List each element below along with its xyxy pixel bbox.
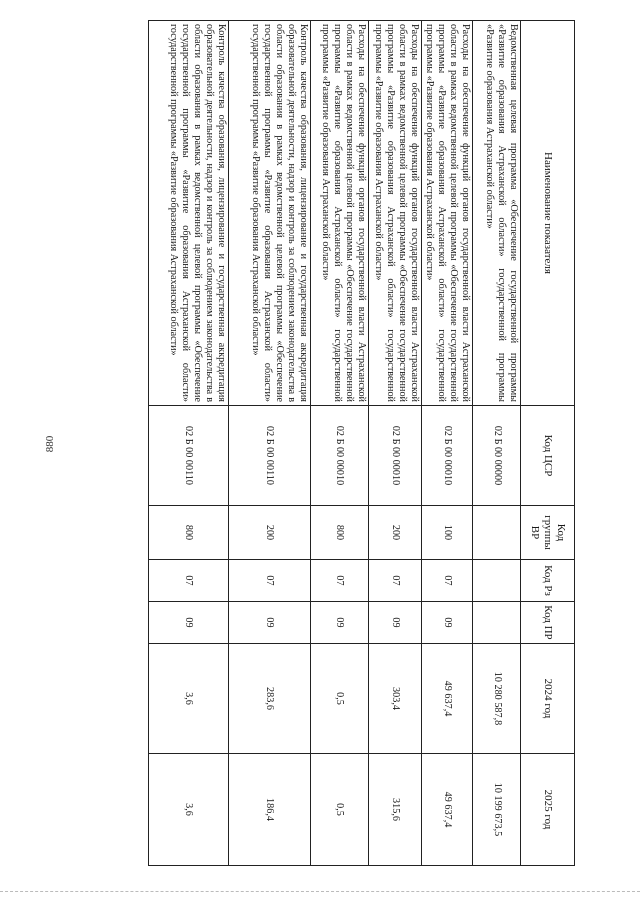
- row-2025: 315,6: [368, 754, 421, 866]
- header-rz: Код Рз: [521, 560, 575, 602]
- row-rz: 07: [310, 560, 368, 602]
- header-vr: Код группы ВР: [521, 506, 575, 560]
- row-csr: 02 Б 00 00010: [421, 406, 472, 506]
- table-header-row: [521, 21, 575, 866]
- row-2025: 3,6: [148, 754, 228, 866]
- row-2024: 303,4: [368, 644, 421, 754]
- row-name: Расходы на обеспечение функций органов государственной власти Астраханской области в рамках ведомственной целевой программы «Обеспечение государственной программы «Развитие образования Астраханской области» государственной программы «Развитие образования Астраханской области»: [368, 21, 421, 406]
- row-name: Контроль качества образования, лицензирование и государственная аккредитация образовательной деятельности, надзор и контроль за соблюдением законодательства в области образования в рамках ведомственной целевой программы «Обеспечение государственной программы «Развитие образования Астраханской области» государственной программы «Развитие образования Астраханской области»: [228, 21, 310, 406]
- row-csr: 02 Б 00 00010: [310, 406, 368, 506]
- row-2025: 49 637,4: [421, 754, 472, 866]
- row-rz: 07: [421, 560, 472, 602]
- row-vr: 800: [148, 506, 228, 560]
- row-name: Расходы на обеспечение функций органов государственной власти Астраханской области в рамках ведомственной целевой программы «Обеспечение государственной программы «Развитие образования Астраханской области» государственной программы «Развитие образования Астраханской области»: [310, 21, 368, 406]
- row-vr: 200: [228, 506, 310, 560]
- row-vr: 200: [368, 506, 421, 560]
- row-rz: [473, 560, 521, 602]
- row-2024: 10 280 587,8: [473, 644, 521, 754]
- row-rz: 07: [368, 560, 421, 602]
- rotated-table-container: [150, 20, 575, 865]
- row-vr: [473, 506, 521, 560]
- budget-table: [148, 20, 575, 866]
- row-vr: 100: [421, 506, 472, 560]
- header-2025: 2025 год: [521, 754, 575, 866]
- table-row: [310, 21, 368, 866]
- table-row: [148, 21, 228, 866]
- row-pr: 09: [310, 602, 368, 644]
- row-2025: 10 199 673,5: [473, 754, 521, 866]
- table-row: [421, 21, 472, 866]
- header-csr: Код ЦСР: [521, 406, 575, 506]
- table-row: [228, 21, 310, 866]
- row-csr: 02 Б 00 00110: [228, 406, 310, 506]
- row-name: Контроль качества образования, лицензирование и государственная аккредитация образовательной деятельности, надзор и контроль за соблюдением законодательства в области образования в рамках ведомственной целевой программы «Обеспечение государственной программы «Развитие образования Астраханской области» государственной программы «Развитие образования Астраханской области»: [148, 21, 228, 406]
- row-name: Расходы на обеспечение функций органов государственной власти Астраханской области в рамках ведомственной целевой программы «Обеспечение государственной программы «Развитие образования Астраханской области» государственной программы «Развитие образования Астраханской области»: [421, 21, 472, 406]
- row-pr: 09: [368, 602, 421, 644]
- page-number: 880: [44, 435, 56, 453]
- row-vr: 800: [310, 506, 368, 560]
- row-2024: 283,6: [228, 644, 310, 754]
- row-pr: 09: [228, 602, 310, 644]
- table-row: [368, 21, 421, 866]
- row-csr: 02 Б 00 00110: [148, 406, 228, 506]
- header-name: Наименование показателя: [521, 21, 575, 406]
- row-name: Ведомственная целевая программа «Обеспечение государственной программы «Развитие образования Астраханской области» государственной программы «Развитие образования Астраханской области»: [473, 21, 521, 406]
- row-2025: 0,5: [310, 754, 368, 866]
- row-2024: 0,5: [310, 644, 368, 754]
- header-2024: 2024 год: [521, 644, 575, 754]
- row-csr: 02 Б 00 00010: [368, 406, 421, 506]
- row-rz: 07: [148, 560, 228, 602]
- table-row: [473, 21, 521, 866]
- scan-edge-divider: [0, 891, 640, 892]
- row-rz: 07: [228, 560, 310, 602]
- row-pr: 09: [421, 602, 472, 644]
- row-pr: 09: [148, 602, 228, 644]
- row-2024: 49 637,4: [421, 644, 472, 754]
- row-pr: [473, 602, 521, 644]
- header-pr: Код ПР: [521, 602, 575, 644]
- row-2025: 186,4: [228, 754, 310, 866]
- row-csr: 02 Б 00 00000: [473, 406, 521, 506]
- row-2024: 3,6: [148, 644, 228, 754]
